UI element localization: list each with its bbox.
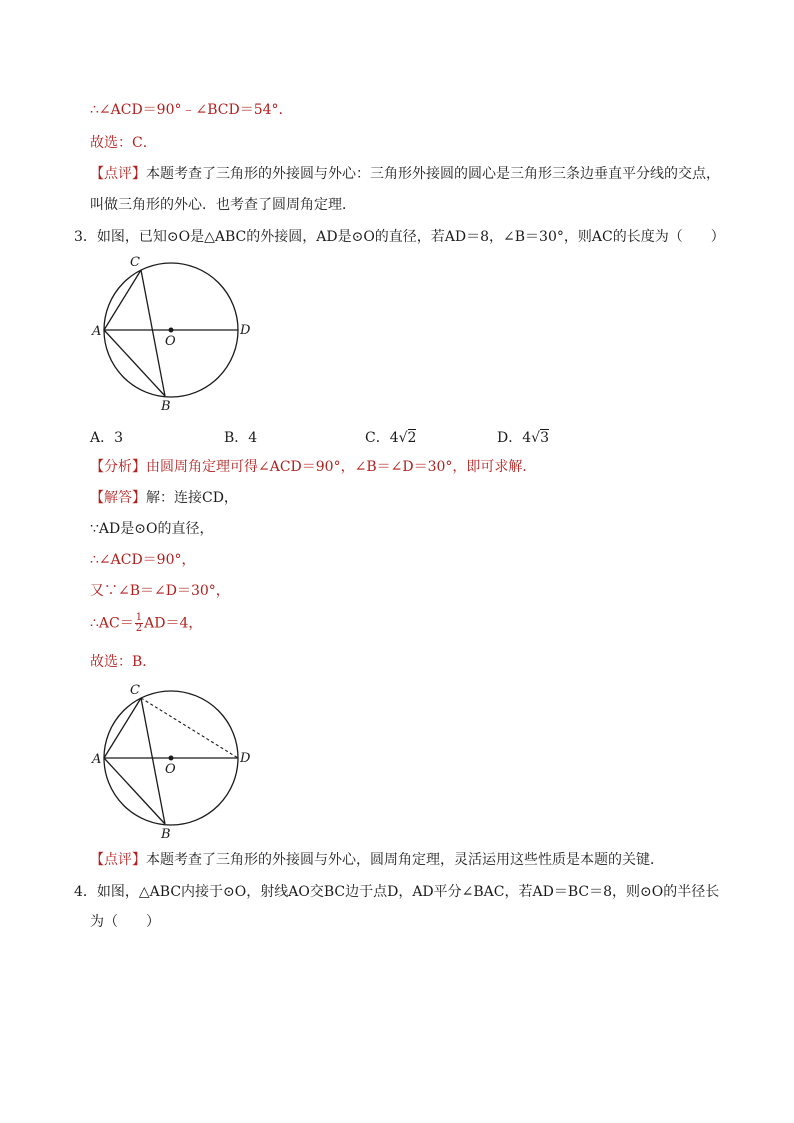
label-b: B	[161, 827, 171, 842]
prev-comment	[90, 165, 720, 183]
segment-ac	[104, 698, 141, 758]
comment-text: 本题考查了三角形的外接圆与外心，圆周角定理，灵活运用这些性质是本题的关键．	[146, 852, 664, 868]
sqrt-sign: √	[398, 430, 408, 446]
analysis-tag: 【分析】	[90, 459, 146, 475]
fraction-num: 1	[135, 612, 143, 623]
center-point	[169, 756, 174, 761]
label-a: A	[92, 752, 102, 767]
option-a[interactable]: A．3	[90, 430, 124, 446]
prev-acd-line: ∴∠ACD＝90°﹣∠BCD＝54°．	[90, 102, 293, 118]
option-b[interactable]: B．4	[224, 430, 258, 446]
q4-stem-line1: 4．如图，△ABC内接于⊙O，射线AO交BC边于点D，AD平分∠BAC，若AD＝BC＝8，则⊙O的半径长	[74, 884, 720, 900]
segment-cb	[141, 698, 165, 824]
q3-answer	[90, 489, 238, 507]
label-b: B	[161, 399, 171, 414]
q3-figure-2	[88, 676, 268, 846]
q3-comment	[90, 851, 664, 869]
option-d-prefix: D．4	[497, 430, 532, 446]
prev-choice	[90, 134, 157, 152]
q3-analysis	[90, 458, 536, 476]
comment-tag: 【点评】	[90, 166, 146, 182]
answer-lead: 解：连接CD，	[146, 490, 238, 506]
segment-ac	[104, 270, 141, 330]
comment-tag: 【点评】	[90, 852, 146, 868]
q3-step4	[90, 613, 202, 634]
q3-stem: 3．如图，已知⊙O是△ABC的外接圆，AD是⊙O的直径，若AD＝8，∠B＝30°，则AC的长度为（ ）	[74, 229, 725, 245]
q3-step1: ∵AD是⊙O的直径，	[90, 521, 214, 537]
option-c-radicand: 2	[407, 430, 417, 446]
option-c[interactable]	[365, 427, 416, 447]
center-point	[169, 328, 174, 333]
label-c: C	[130, 255, 140, 270]
q4-stem-line2: 为（ ）	[90, 914, 160, 930]
q3-step3-text: 又∵∠B＝∠D＝30°，	[90, 583, 230, 599]
q3-step3	[90, 582, 230, 600]
prev-choice-text: 故选：C．	[90, 135, 157, 151]
comment-text: 本题考查了三角形的外接圆与外心：三角形外接圆的圆心是三角形三条边垂直平分线的交点，	[146, 166, 720, 182]
q3-choice-text: 故选：B．	[90, 654, 157, 670]
q3-choice	[90, 653, 156, 671]
label-o: O	[165, 762, 176, 777]
label-d: D	[240, 323, 251, 338]
sqrt-sign: √	[531, 430, 541, 446]
segment-cd-dashed	[141, 698, 238, 758]
option-d-radicand: 3	[540, 430, 549, 446]
step4-prefix: ∴AC＝	[90, 615, 134, 632]
label-a: A	[92, 324, 102, 339]
option-c-prefix: C．4	[365, 430, 399, 446]
prev-comment-line2: 叫做三角形的外心．也考查了圆周角定理．	[90, 197, 356, 213]
analysis-text: 由圆周角定理可得∠ACD＝90°，∠B＝∠D＝30°，即可求解．	[146, 459, 537, 475]
label-c: C	[130, 683, 140, 698]
segment-cb	[141, 270, 165, 396]
q3-step2: ∴∠ACD＝90°，	[90, 552, 196, 568]
q3-figure-1	[88, 248, 268, 418]
label-o: O	[165, 334, 176, 349]
step4-suffix: AD＝4，	[144, 615, 203, 632]
fraction-den: 2	[135, 623, 143, 634]
option-d[interactable]	[497, 427, 549, 447]
fraction-half	[135, 613, 143, 634]
answer-tag: 【解答】	[90, 490, 146, 506]
label-d: D	[240, 751, 251, 766]
